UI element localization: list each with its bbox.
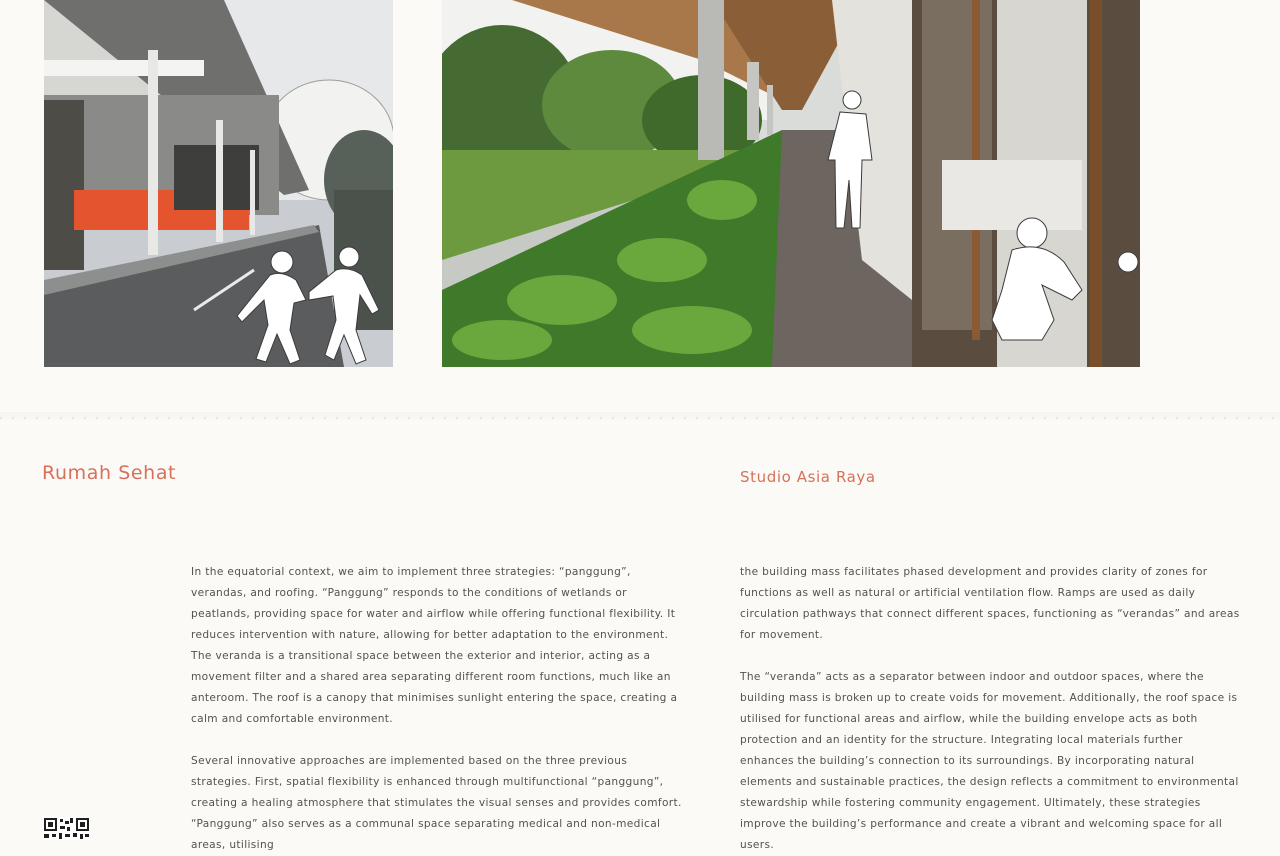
paragraph: the building mass facilitates phased development and provides clarity of zones for functions as well as natural or artificial ventilation flow. Ramps are used as daily circulation pathways that connect different spaces, functioning as “verandas” and areas for movement. [740,566,1240,641]
paragraph: Several innovative approaches are implemented based on the three previous strategies. First, spatial flexibility is enhanced through multifunctional “panggung”, creating a healing atmosphere that stimulates the visual senses and provides comfort. “Panggung” also serves as a communal space separating medical and non-medical areas, utilising [191,755,682,851]
photo-street-scene [44,0,393,367]
photo-veranda-scene [442,0,1140,367]
studio-name: Studio Asia Raya [740,468,876,486]
paragraph: In the equatorial context, we aim to implement three strategies: “panggung”, verandas, and roofing. “Panggung” responds to the conditions of wetlands or peatlands, providing space for water and airflow while offering functional flexibility. It reduces intervention with nature, allowing for better adaptation to the environment. The veranda is a transitional space between the exterior and interior, acting as a movement filter and a shared area separating different room functions, much like an anteroom. The roof is a canopy that minimises sunlight entering the space, creating a calm and comfortable environment. [191,566,678,725]
project-title: Rumah Sehat [42,462,177,484]
text-column-right [740,562,1240,856]
page-fold [0,412,1280,424]
qr-code-icon [43,817,90,840]
text-column-left [191,562,687,856]
paragraph: The “veranda” acts as a separator between indoor and outdoor spaces, where the building mass is broken up to create voids for movement. Additionally, the roof space is utilised for functional areas and airflow, while the building envelope acts as both protection and an identity for the structure. Integrating local materials further enhances the building’s connection to its surroundings. By incorporating natural elements and sustainable practices, the design reflects a commitment to environmental stewardship while fostering community engagement. Ultimately, these strategies improve the building’s performance and create a vibrant and welcoming space for all users. [740,671,1239,851]
